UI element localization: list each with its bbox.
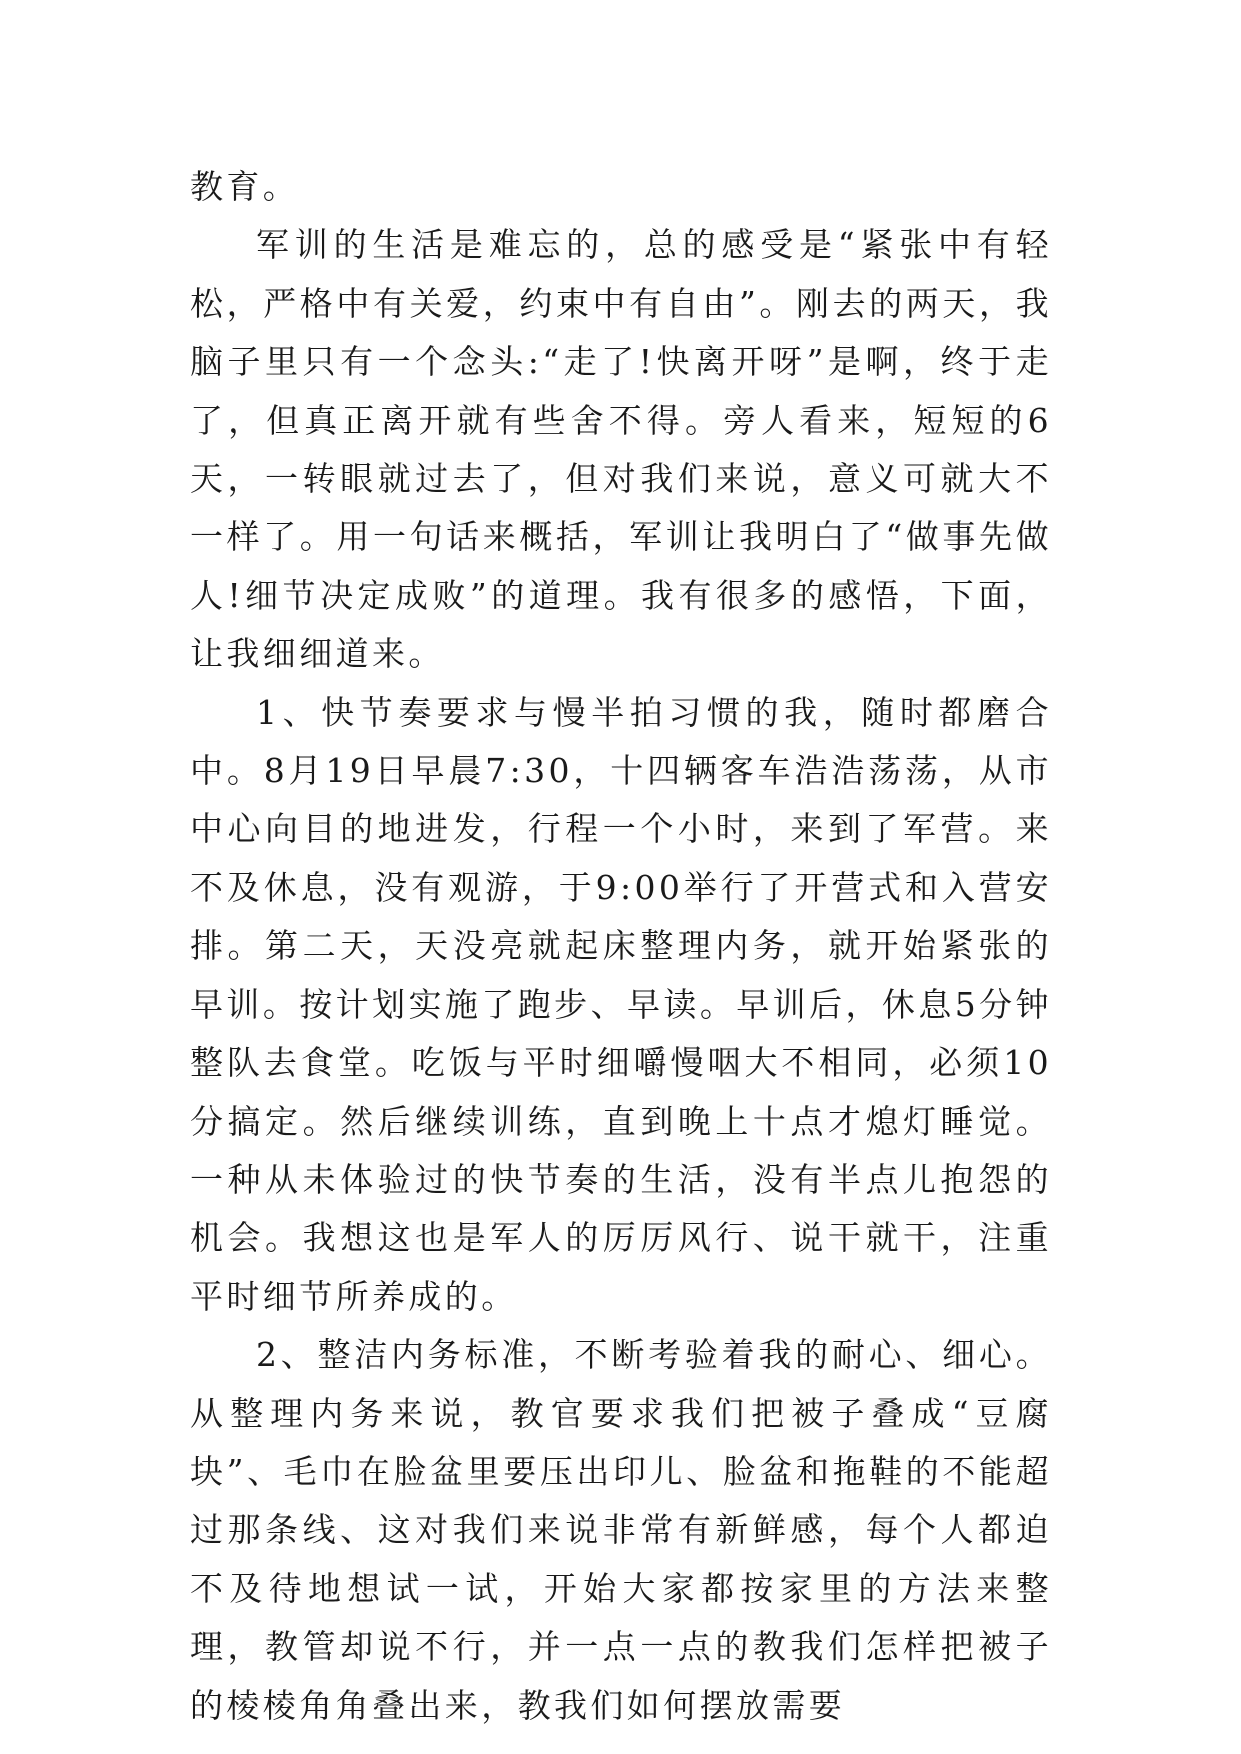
paragraph-continuation: 教育。 bbox=[190, 167, 300, 206]
paragraph-point-2-tidy-dorm: 2、整洁内务标准，不断考验着我的耐心、细心。从整理内务来说，教官要求我们把被子叠成“豆腐块”、毛巾在脸盆里要压出印儿、脸盆和拖鞋的不能超过那条线、这对我们来说非常有新鲜感，每个人都迫不及待地想试一试，开始大家都按家里的方法来整理，教管却说不行，并一点一点的教我们怎样把被子的棱棱角角叠出来，教我们如何摆放需要 bbox=[190, 1335, 1052, 1725]
paragraph-point-1-fast-pace: 1、快节奏要求与慢半拍习惯的我，随时都磨合中。8月19日早晨7:30，十四辆客车浩浩荡荡，从市中心向目的地进发，行程一个小时，来到了军营。来不及休息，没有观游，于9:00举行了开营式和入营安排。第二天，天没亮就起床整理内务，就开始紧张的早训。按计划实施了跑步、早读。早训后，休息5分钟整队去食堂。吃饭与平时细嚼慢咽大不相同，必须10分搞定。然后继续训练，直到晚上十点才熄灯睡觉。一种从未体验过的快节奏的生活，没有半点儿抱怨的机会。我想这也是军人的厉厉风行、说干就干，注重平时细节所养成的。 bbox=[190, 692, 1052, 1316]
document-body bbox=[190, 158, 1052, 1735]
paragraph-military-training-summary: 军训的生活是难忘的，总的感受是“紧张中有轻松，严格中有关爱，约束中有自由”。刚去的两天，我脑子里只有一个念头:“走了!快离开呀”是啊，终于走了，但真正离开就有些舍不得。旁人看来，短短的6天，一转眼就过去了，但对我们来说，意义可就大不一样了。用一句话来概括，军训让我明白了“做事先做人!细节决定成败”的道理。我有很多的感悟，下面，让我细细道来。 bbox=[190, 225, 1052, 674]
